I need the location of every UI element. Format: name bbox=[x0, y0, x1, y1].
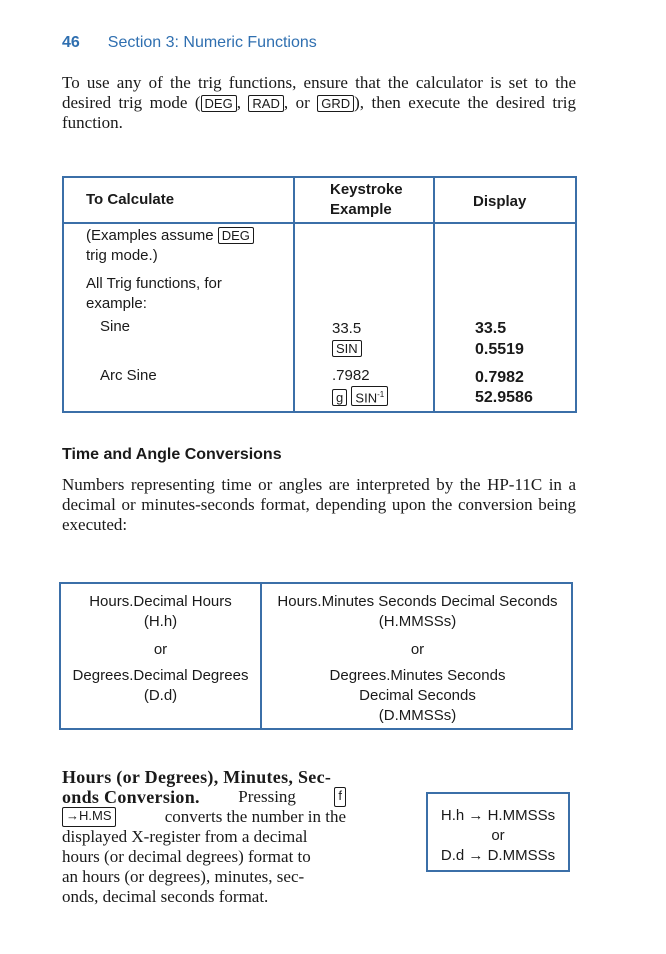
hms-line-6: an hours (or degrees), minutes, sec- bbox=[62, 867, 305, 886]
or-text: or bbox=[410, 641, 425, 658]
deg-key: DEG bbox=[201, 95, 237, 112]
sin-inverse-label: SIN bbox=[355, 390, 378, 406]
decimal-degrees-label: Degrees.Decimal Degrees bbox=[72, 667, 249, 684]
table-divider bbox=[433, 178, 435, 411]
hms-box-or: or bbox=[491, 827, 505, 844]
arcsine-label: Arc Sine bbox=[100, 367, 157, 384]
section-title: Section 3: Numeric Functions bbox=[107, 34, 317, 51]
hms-line-3 bbox=[62, 807, 346, 827]
minutes-seconds-format: (H.MMSSs) bbox=[378, 613, 457, 630]
sine-display-2: 0.5519 bbox=[475, 341, 524, 358]
hms-line-7: onds, decimal seconds format. bbox=[62, 887, 269, 906]
trig-functions-table bbox=[62, 176, 577, 413]
arcsine-keystroke bbox=[332, 386, 388, 408]
sine-display-1: 33.5 bbox=[475, 320, 507, 337]
arcsine-display-2: 52.9586 bbox=[475, 389, 533, 406]
hms-title-line-1: Hours (or Degrees), Minutes, Sec- bbox=[62, 767, 332, 787]
dmmss-format: (D.MMSSs) bbox=[378, 707, 457, 724]
intro-text-1: To use any of the trig functions, ensure that the calculator is set to the desired trig mode ( bbox=[62, 73, 576, 112]
page-number: 46 bbox=[62, 34, 80, 51]
intro-text-2: ), then execute the desired trig function. bbox=[62, 93, 576, 132]
inverse-superscript: -1 bbox=[377, 390, 385, 399]
table-note bbox=[86, 226, 254, 246]
minutes-seconds-label: Hours.Minutes Seconds Decimal Seconds bbox=[277, 593, 558, 610]
sin-inverse-key bbox=[351, 386, 388, 406]
time-angle-paragraph: Numbers representing time or angles are interpreted by the HP-11C in a decimal or minutes-seconds format, depending upon the conversion being executed: bbox=[62, 475, 576, 534]
conversion-format-table bbox=[59, 582, 573, 730]
sin-key: SIN bbox=[332, 340, 362, 357]
decimal-hours-label: Hours.Decimal Hours bbox=[89, 593, 232, 610]
intro-paragraph bbox=[62, 73, 576, 133]
sine-keystroke bbox=[332, 339, 362, 359]
sine-label: Sine bbox=[100, 318, 131, 335]
decimal-seconds-label: Decimal Seconds bbox=[359, 687, 476, 704]
hms-conversion-box bbox=[426, 792, 570, 872]
decimal-hours-format: (H.h) bbox=[143, 613, 178, 630]
table-header-divider bbox=[64, 222, 575, 224]
hms-line-4: displayed X-register from a decimal bbox=[62, 827, 308, 846]
time-angle-heading: Time and Angle Conversions bbox=[62, 446, 282, 463]
note-prefix: (Examples assume bbox=[86, 227, 214, 244]
rad-key: RAD bbox=[248, 95, 283, 112]
col-header-display: Display bbox=[473, 193, 527, 210]
hms-title-line-2: onds Conversion. bbox=[62, 787, 200, 807]
pressing-text: Pressing bbox=[238, 787, 296, 806]
to-hms-key: →H.MS bbox=[62, 807, 116, 827]
arcsine-entry: .7982 bbox=[332, 367, 370, 384]
or-text: or bbox=[153, 641, 168, 658]
g-key: g bbox=[332, 389, 347, 406]
table-divider bbox=[293, 178, 295, 411]
page-header bbox=[62, 34, 317, 52]
table-note-suffix: trig mode.) bbox=[86, 247, 158, 264]
all-trig-line-1: All Trig functions, for bbox=[86, 275, 222, 292]
hms-box-line-2: D.d → D.MMSSs bbox=[440, 847, 556, 864]
hms-conversion-paragraph bbox=[62, 767, 346, 907]
hms-line-2 bbox=[62, 787, 346, 807]
f-key: f bbox=[334, 787, 346, 807]
grd-key: GRD bbox=[317, 95, 354, 112]
col-header-example: Example bbox=[330, 201, 392, 218]
degrees-minutes-label: Degrees.Minutes Seconds bbox=[329, 667, 506, 684]
deg-key: DEG bbox=[218, 227, 254, 244]
arcsine-display-1: 0.7982 bbox=[475, 369, 524, 386]
hms-box-line-1: H.h → H.MMSSs bbox=[440, 807, 556, 824]
hms-line-5: hours (or decimal degrees) format to bbox=[62, 847, 311, 866]
decimal-degrees-format: (D.d) bbox=[143, 687, 178, 704]
col-header-keystroke: Keystroke bbox=[330, 181, 403, 198]
intro-sep-2: , or bbox=[283, 93, 318, 112]
col-header-to-calculate: To Calculate bbox=[86, 191, 175, 208]
sine-entry: 33.5 bbox=[332, 320, 362, 337]
all-trig-line-2: example: bbox=[86, 295, 147, 312]
hms-line-3-text: converts the number in the bbox=[164, 807, 346, 826]
intro-sep-1: , bbox=[236, 93, 249, 112]
